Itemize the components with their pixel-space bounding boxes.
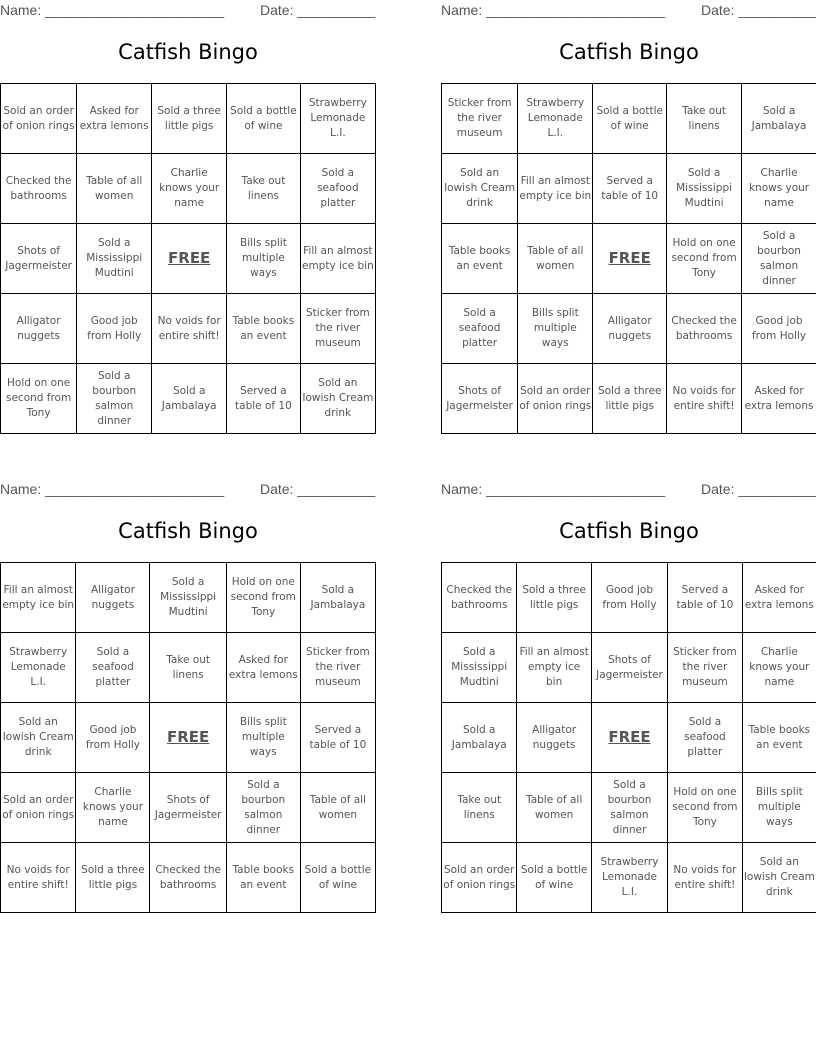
bingo-row <box>442 633 816 703</box>
bingo-square[interactable]: Table books an event <box>442 224 518 294</box>
bingo-card-2 <box>441 0 816 412</box>
bingo-row <box>1 364 376 434</box>
free-space[interactable]: FREE <box>150 703 226 773</box>
bingo-square[interactable]: Table books an event <box>742 703 816 773</box>
bingo-square[interactable]: Strawberry Lemonade L.I. <box>591 843 667 913</box>
bingo-square[interactable]: Sold a three little pigs <box>593 364 667 434</box>
bingo-square[interactable]: Charlie knows your name <box>742 633 816 703</box>
bingo-square[interactable]: Shots of Jagermeister <box>150 773 226 843</box>
bingo-square[interactable]: Sold a Jambalaya <box>300 563 375 633</box>
bingo-square[interactable]: Sold an Iowish Cream drink <box>742 843 816 913</box>
bingo-row <box>1 633 376 703</box>
bingo-square[interactable]: Strawberry Lemonade L.I. <box>1 633 76 703</box>
bingo-square[interactable]: Take out linens <box>150 633 226 703</box>
bingo-square[interactable]: Hold on one second from Tony <box>1 364 77 434</box>
bingo-square[interactable]: Table of all women <box>77 154 152 224</box>
bingo-square[interactable]: Sold an order of onion rings <box>518 364 593 434</box>
bingo-square[interactable]: Sold a Jambalaya <box>152 364 227 434</box>
bingo-square[interactable]: Sold an order of onion rings <box>1 84 77 154</box>
bingo-row <box>442 364 816 434</box>
bingo-square[interactable]: Sold a bottle of wine <box>517 843 591 913</box>
bingo-square[interactable]: Sold an Iowish Cream drink <box>300 364 375 434</box>
bingo-square[interactable]: Strawberry Lemonade L.I. <box>518 84 593 154</box>
bingo-square[interactable]: Served a table of 10 <box>300 703 375 773</box>
bingo-square[interactable]: No voids for entire shift! <box>152 294 227 364</box>
bingo-grid <box>441 562 816 913</box>
bingo-row <box>442 563 816 633</box>
bingo-grid <box>0 83 376 434</box>
bingo-square[interactable]: Charlie knows your name <box>742 154 816 224</box>
bingo-square[interactable]: Fill an almost empty ice bin <box>517 633 591 703</box>
bingo-grid <box>441 83 816 434</box>
bingo-square[interactable]: Sold a seafood platter <box>442 294 518 364</box>
name-field[interactable]: Name: _______________________ <box>441 481 666 497</box>
bingo-square[interactable]: Checked the bathrooms <box>150 843 226 913</box>
bingo-row <box>442 843 816 913</box>
bingo-square[interactable]: Table of all women <box>518 224 593 294</box>
date-field[interactable]: Date: __________ <box>701 2 816 18</box>
bingo-row <box>442 773 816 843</box>
name-field[interactable]: Name: _______________________ <box>0 481 225 497</box>
bingo-square[interactable]: Bills split multiple ways <box>518 294 593 364</box>
bingo-square[interactable]: Alligator nuggets <box>76 563 150 633</box>
bingo-row <box>442 703 816 773</box>
bingo-square[interactable]: Alligator nuggets <box>517 703 591 773</box>
bingo-square[interactable]: Sold an order of onion rings <box>442 843 517 913</box>
bingo-row <box>1 84 376 154</box>
bingo-square[interactable]: Sticker from the river museum <box>668 633 743 703</box>
card-title: Catfish Bingo <box>559 40 699 64</box>
bingo-square[interactable]: Sold a seafood platter <box>76 633 150 703</box>
card-title: Catfish Bingo <box>118 40 258 64</box>
bingo-row <box>1 773 376 843</box>
bingo-row <box>1 563 376 633</box>
bingo-square[interactable]: Served a table of 10 <box>668 563 743 633</box>
bingo-square[interactable]: Sold an Iowish Cream drink <box>442 154 518 224</box>
bingo-card-4 <box>441 479 816 898</box>
bingo-square[interactable]: Sold a bottle of wine <box>300 843 375 913</box>
bingo-square[interactable]: Table books an event <box>227 294 301 364</box>
bingo-row <box>442 294 816 364</box>
bingo-square[interactable]: Take out linens <box>667 84 742 154</box>
name-date-line <box>441 0 816 22</box>
card-title: Catfish Bingo <box>559 519 699 543</box>
bingo-square[interactable]: Checked the bathrooms <box>1 154 77 224</box>
bingo-square[interactable]: Sold a bourbon salmon dinner <box>591 773 667 843</box>
bingo-square[interactable]: Sold a bourbon salmon dinner <box>742 224 816 294</box>
name-date-line <box>0 0 376 22</box>
date-field[interactable]: Date: __________ <box>260 481 376 497</box>
bingo-square[interactable]: Sold a seafood platter <box>300 154 375 224</box>
bingo-square[interactable]: Charlie knows your name <box>152 154 227 224</box>
bingo-row <box>442 224 816 294</box>
bingo-square[interactable]: Sticker from the river museum <box>300 294 375 364</box>
bingo-square[interactable]: No voids for entire shift! <box>667 364 742 434</box>
bingo-square[interactable]: Fill an almost empty ice bin <box>518 154 593 224</box>
name-date-line <box>0 479 376 501</box>
bingo-square[interactable]: Fill an almost empty ice bin <box>300 224 375 294</box>
bingo-square[interactable]: Take out linens <box>227 154 301 224</box>
bingo-square[interactable]: Shots of Jagermeister <box>591 633 667 703</box>
bingo-square[interactable]: Asked for extra lemons <box>77 84 152 154</box>
bingo-square[interactable]: Asked for extra lemons <box>226 633 300 703</box>
bingo-square[interactable]: Good job from Holly <box>77 294 152 364</box>
card-title: Catfish Bingo <box>118 519 258 543</box>
free-space[interactable]: FREE <box>593 224 667 294</box>
bingo-square[interactable]: Checked the bathrooms <box>442 563 517 633</box>
bingo-square[interactable]: Table of all women <box>300 773 375 843</box>
bingo-square[interactable]: Sold a bottle of wine <box>227 84 301 154</box>
date-field[interactable]: Date: __________ <box>260 2 376 18</box>
bingo-row <box>1 224 376 294</box>
name-date-line <box>441 479 816 501</box>
bingo-square[interactable]: Sold a Jambalaya <box>442 703 517 773</box>
name-field[interactable]: Name: _______________________ <box>441 2 666 18</box>
bingo-square[interactable]: Alligator nuggets <box>593 294 667 364</box>
bingo-square[interactable]: Sold an order of onion rings <box>1 773 76 843</box>
date-field[interactable]: Date: __________ <box>701 481 816 497</box>
bingo-square[interactable]: Bills split multiple ways <box>226 703 300 773</box>
bingo-square[interactable]: Hold on one second from Tony <box>226 563 300 633</box>
bingo-square[interactable]: Sold an Iowish Cream drink <box>1 703 76 773</box>
bingo-square[interactable]: Good job from Holly <box>591 563 667 633</box>
bingo-square[interactable]: Alligator nuggets <box>1 294 77 364</box>
bingo-square[interactable]: Served a table of 10 <box>593 154 667 224</box>
bingo-square[interactable]: Asked for extra lemons <box>742 364 816 434</box>
bingo-square[interactable]: Sold a Mississippi Mudtini <box>150 563 226 633</box>
bingo-square[interactable]: Sticker from the river museum <box>442 84 518 154</box>
bingo-square[interactable]: Bills split multiple ways <box>742 773 816 843</box>
bingo-row <box>442 154 816 224</box>
bingo-row <box>1 294 376 364</box>
bingo-square[interactable]: Fill an almost empty ice bin <box>1 563 76 633</box>
bingo-square[interactable]: Charlie knows your name <box>76 773 150 843</box>
bingo-square[interactable]: Take out linens <box>442 773 517 843</box>
bingo-square[interactable]: Sold a three little pigs <box>517 563 591 633</box>
bingo-grid <box>0 562 376 913</box>
bingo-row <box>1 703 376 773</box>
bingo-square[interactable]: Sold a Mississippi Mudtini <box>667 154 742 224</box>
bingo-square[interactable]: Table books an event <box>226 843 300 913</box>
bingo-square[interactable]: Sold a three little pigs <box>76 843 150 913</box>
bingo-row <box>442 84 816 154</box>
bingo-square[interactable]: Sticker from the river museum <box>300 633 375 703</box>
bingo-card-3 <box>0 479 376 891</box>
bingo-square[interactable]: Sold a bourbon salmon dinner <box>77 364 152 434</box>
bingo-square[interactable]: Sold a seafood platter <box>668 703 743 773</box>
free-space[interactable]: FREE <box>591 703 667 773</box>
bingo-square[interactable]: Sold a Jambalaya <box>742 84 816 154</box>
bingo-square[interactable]: Table of all women <box>517 773 591 843</box>
bingo-square[interactable]: Shots of Jagermeister <box>442 364 518 434</box>
bingo-square[interactable]: Served a table of 10 <box>227 364 301 434</box>
bingo-square[interactable]: Hold on one second from Tony <box>667 224 742 294</box>
bingo-square[interactable]: Sold a Mississippi Mudtini <box>442 633 517 703</box>
bingo-row <box>1 154 376 224</box>
bingo-square[interactable]: Good job from Holly <box>76 703 150 773</box>
bingo-square[interactable]: Sold a bourbon salmon dinner <box>226 773 300 843</box>
bingo-square[interactable]: Sold a Mississippi Mudtini <box>77 224 152 294</box>
bingo-square[interactable]: Good job from Holly <box>742 294 816 364</box>
bingo-square[interactable]: Asked for extra lemons <box>742 563 816 633</box>
bingo-row <box>1 843 376 913</box>
bingo-square[interactable]: No voids for entire shift! <box>668 843 743 913</box>
bingo-card-1 <box>0 0 376 427</box>
bingo-square[interactable]: Shots of Jagermeister <box>1 224 77 294</box>
bingo-square[interactable]: Sold a three little pigs <box>152 84 227 154</box>
bingo-square[interactable]: Hold on one second from Tony <box>668 773 743 843</box>
bingo-square[interactable]: Strawberry Lemonade L.I. <box>300 84 375 154</box>
bingo-square[interactable]: Sold a bottle of wine <box>593 84 667 154</box>
bingo-square[interactable]: Bills split multiple ways <box>227 224 301 294</box>
bingo-square[interactable]: No voids for entire shift! <box>1 843 76 913</box>
bingo-square[interactable]: Checked the bathrooms <box>667 294 742 364</box>
free-space[interactable]: FREE <box>152 224 227 294</box>
name-field[interactable]: Name: _______________________ <box>0 2 225 18</box>
